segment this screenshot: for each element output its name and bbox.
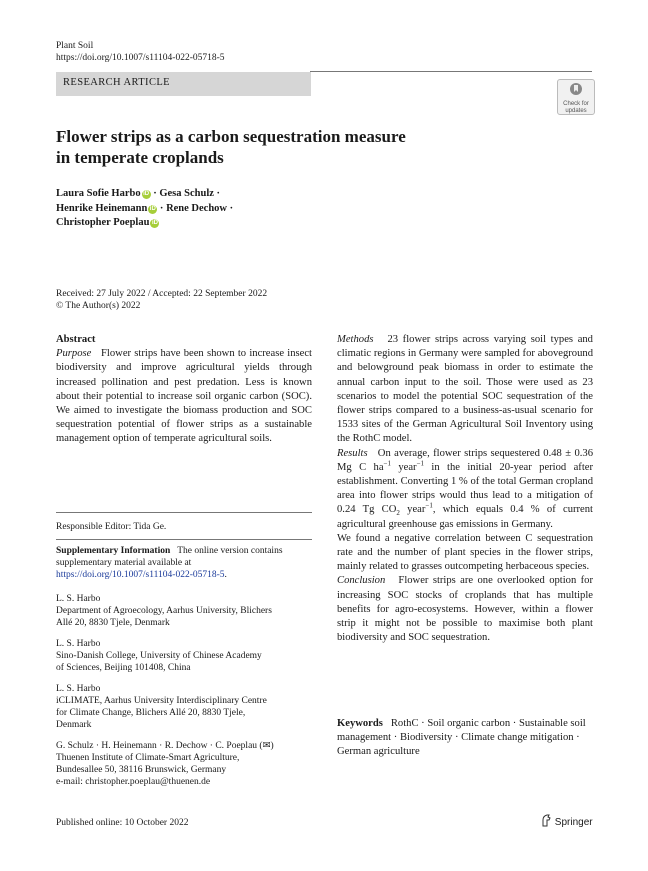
header-rule bbox=[310, 71, 592, 72]
journal-name: Plant Soil bbox=[56, 41, 94, 51]
copyright: © The Author(s) 2022 bbox=[56, 301, 141, 311]
affiliation-block: L. S. Harbo Department of Agroecology, Aarhus University, Blichers Allé 20, 8830 Tjele, Denmark bbox=[56, 594, 272, 628]
abstract-conclusion: Conclusion Flower strips are one overlooked option for increasing SOC stocks of croplands that has multiple benefits for agro-ecosystems. However, within a flower strip it might not be possible to maximise both plant biodiversity and SOC sequestration. bbox=[337, 575, 593, 644]
author-name: Rene Dechow bbox=[166, 202, 228, 214]
footnote-rule-mid bbox=[56, 539, 312, 540]
results-label: Results bbox=[337, 447, 368, 459]
author-name: Gesa Schulz bbox=[159, 188, 214, 199]
orcid-icon[interactable]: iD bbox=[151, 220, 158, 226]
check-for-updates-line1: Check for bbox=[563, 101, 589, 107]
orcid-icon[interactable]: iD bbox=[149, 205, 156, 212]
keywords-text: RothC · Soil organic carbon · Sustainable soil management · Biodiversity · Climate change mitigation · German agriculture bbox=[337, 718, 586, 758]
supplementary-info: Supplementary Information The online version contains supplementary material available at https://doi.org/10.1007/s11104-022-05718-5. bbox=[56, 546, 283, 580]
responsible-editor: Responsible Editor: Tida Ge. bbox=[56, 522, 167, 532]
affiliations bbox=[56, 593, 312, 794]
article-type: RESEARCH ARTICLE bbox=[63, 77, 170, 88]
springer-logo bbox=[540, 814, 593, 830]
purpose-label: Purpose bbox=[56, 348, 92, 360]
bookmark-icon bbox=[568, 82, 584, 96]
journal-doi[interactable]: https://doi.org/10.1007/s11104-022-05718-5 bbox=[56, 53, 225, 63]
corresponding-email[interactable]: e-mail: christopher.poeplau@thuenen.de bbox=[56, 777, 211, 787]
abstract-heading: Abstract bbox=[56, 334, 96, 345]
article-type-banner bbox=[56, 72, 311, 96]
affiliation-block: G. Schulz · H. Heinemann · R. Dechow · C. Poeplau (✉) Thuenen Institute of Climate-Smart Agriculture, Bundesallee 50, 38116 Brunswick, Germany e-mail: christopher.poeplau@thuenen.de bbox=[56, 740, 312, 788]
conclusion-label: Conclusion bbox=[337, 575, 386, 587]
supplementary-label: Supplementary Information bbox=[56, 546, 171, 556]
abstract-methods: Methods 23 flower strips across varying soil types and climatic regions in Germany were sampled for aboveground and belowground peak biomass in order to estimate the annual carbon input to the soil. Those were used as 23 scenarios to model the potential SOC sequestration of the flower strips compared to a business-as-usual scenario for 1533 sites of the German Agricultural Soil Inventory using the RothC model. bbox=[337, 334, 593, 445]
keywords-label: Keywords bbox=[337, 718, 383, 729]
abstract-right bbox=[337, 333, 593, 645]
abstract-left bbox=[56, 333, 312, 447]
abstract-purpose: Purpose Flower strips have been shown to increase insect biodiversity and improve agricultural yields through increased pollination and pest predation. Less is known about their potential to increase soil organic carbon (SOC). We aimed to investigate the biomass production and SOC sequestration potential of flower strips as a sustainable management option of temperate agricultural soils. bbox=[56, 348, 312, 445]
methods-label: Methods bbox=[337, 334, 374, 345]
received-accepted-dates: Received: 27 July 2022 / Accepted: 22 September 2022 bbox=[56, 289, 268, 299]
springer-horse-icon bbox=[540, 814, 552, 827]
author-list: Laura Sofie Harbo iD · Gesa Schulz · Henrike Heinemann iD · Rene Dechow · Christopher Poeplau iD bbox=[56, 188, 234, 228]
orcid-icon[interactable]: iD bbox=[143, 191, 150, 197]
abstract-results: Results On average, flower strips sequestered 0.48 ± 0.36 Mg C $ha^{-1}$ year$^{-1}$ in the initial 20-year period after establishment. Converting 1 % of the total German cropland area into flower strips would thus lead to a mitigation of 0.24 Tg $CO_2$ year$^{-1}$, which equals 0.4 % of current agricultural greenhouse gas emissions in Germany. bbox=[337, 447, 593, 530]
author-name: Henrike Heinemann bbox=[56, 202, 148, 214]
footnote-rule-top bbox=[56, 512, 312, 513]
check-for-updates-badge[interactable] bbox=[557, 79, 595, 115]
affiliation-block: L. S. Harbo iCLIMATE, Aarhus University Interdisciplinary Centre for Climate Change, Blichers Allé 20, 8830 Tjele, Denmark bbox=[56, 684, 267, 730]
title-line-2: in temperate croplands bbox=[56, 148, 224, 167]
author-name: Christopher Poeplau bbox=[56, 217, 150, 228]
supplementary-link[interactable]: https://doi.org/10.1007/s11104-022-05718-5 bbox=[56, 570, 225, 580]
title-line-1: Flower strips as a carbon sequestration measure bbox=[56, 127, 406, 146]
abstract-correlation: We found a negative correlation between C sequestration rate and the number of plant species in the flower strips, mainly related to grasses outcompeting herbaceous species. bbox=[337, 532, 593, 573]
check-for-updates-line2: updates bbox=[565, 107, 587, 114]
springer-name: Springer bbox=[554, 817, 593, 828]
affiliation-block: L. S. Harbo Sino-Danish College, University of Chinese Academy of Sciences, Beijing 101408, China bbox=[56, 639, 262, 673]
published-online: Published online: 10 October 2022 bbox=[56, 818, 189, 828]
article-title bbox=[56, 126, 406, 168]
keywords bbox=[337, 717, 593, 760]
author-name: Laura Sofie Harbo bbox=[56, 188, 141, 199]
